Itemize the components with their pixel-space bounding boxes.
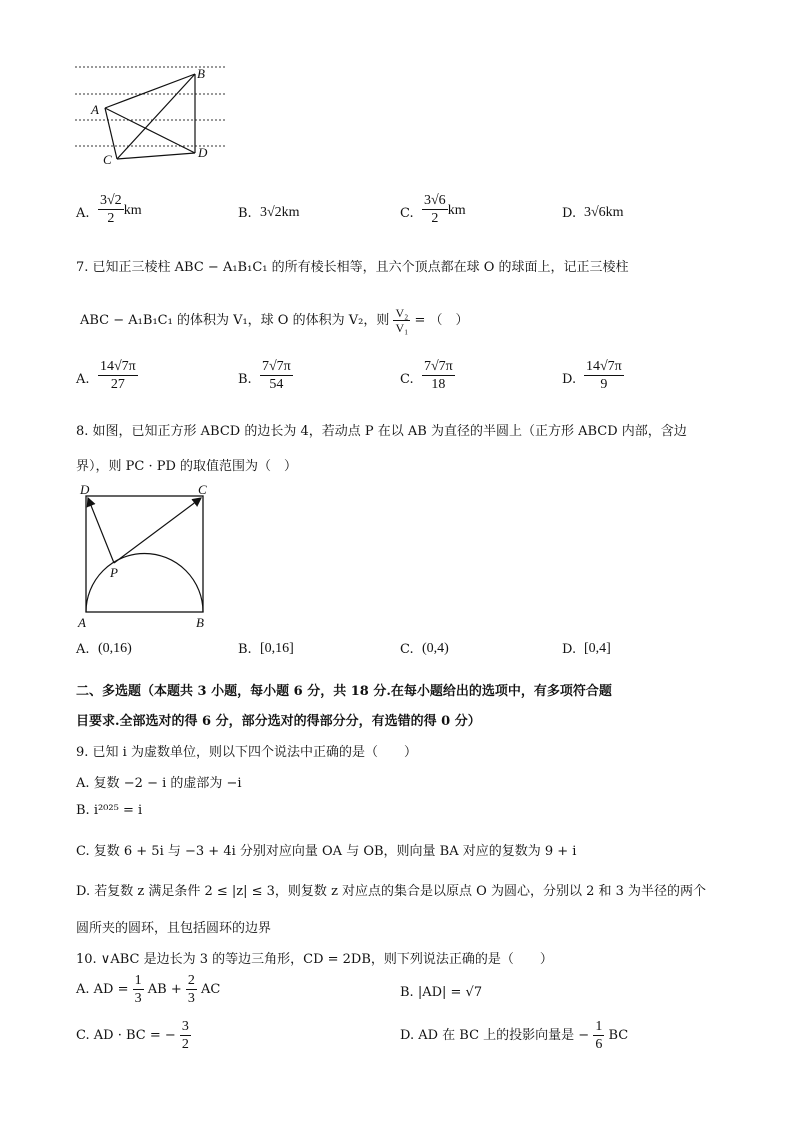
q10-c-den: 2 <box>181 1037 189 1052</box>
q6-option-b: 3√2km <box>260 205 300 220</box>
q8-option-b: [0,16] <box>260 641 294 656</box>
fig6-label-C: C <box>103 152 112 167</box>
q6-c-num: 3√6 <box>424 193 446 208</box>
q10-a-f1-den: 3 <box>134 991 142 1006</box>
q10-option-a <box>76 972 220 1007</box>
q7-b-den: 54 <box>269 377 284 392</box>
q9-stem: 9. 已知 i 为虚数单位，则以下四个说法中正确的是（ ） <box>76 745 417 760</box>
q10-c-num: 3 <box>181 1019 189 1034</box>
q7-c-num: 7√7π <box>424 359 453 374</box>
q7-d-den: 9 <box>600 377 608 392</box>
q10-a-pre: A. AD = <box>76 982 129 997</box>
q7-d-num: 14√7π <box>586 359 622 374</box>
q9-option-c: C. 复数 6 + 5i 与 −3 + 4i 分别对应向量 OA 与 OB，则向量 BA 对应的复数为 9 + i <box>76 844 577 859</box>
q6-a-unit: km <box>123 203 142 218</box>
q7-stem-line2-pre: ABC − A₁B₁C₁ 的体积为 V₁，球 O 的体积为 V₂，则 <box>80 313 390 328</box>
fig6-label-D: D <box>198 145 208 160</box>
q10-d-pre: D. AD 在 BC 上的投影向量是 − <box>400 1028 590 1043</box>
q6-option-d: 3√6km <box>584 205 624 220</box>
q7-a-num: 14√7π <box>100 359 136 374</box>
q6-c-unit: km <box>447 203 466 218</box>
q7-option-b-letter: B. <box>238 372 252 387</box>
q8-option-a: (0,16) <box>98 641 132 656</box>
section2-heading-line2: 目要求.全部选对的得 6 分，部分选对的得部分分，有选错的得 0 分） <box>76 714 481 729</box>
q9-option-a: A. 复数 −2 − i 的虚部为 −i <box>76 776 242 791</box>
q6-option-a <box>98 192 142 227</box>
q10-a-f2-num: 2 <box>187 973 195 988</box>
q7-option-c-letter: C. <box>400 372 414 387</box>
q7-b-num: 7√7π <box>262 359 291 374</box>
fig8-label-D: D <box>80 482 90 497</box>
q6-option-c <box>422 192 466 227</box>
q7-option-d <box>584 358 624 393</box>
q10-a-post: AC <box>201 982 221 997</box>
q7-option-c <box>422 358 455 393</box>
q7-option-d-letter: D. <box>562 372 577 387</box>
q6-option-d-letter: D. <box>562 206 577 221</box>
q8-option-c: (0,4) <box>422 641 449 656</box>
q10-a-f2-den: 3 <box>187 991 195 1006</box>
q10-d-num: 1 <box>595 1019 603 1034</box>
q9-option-d-line2: 圆所夹的圆环，且包括圆环的边界 <box>76 921 272 936</box>
q7-option-b <box>260 358 293 393</box>
q6-option-b-letter: B. <box>238 206 252 221</box>
q7-frac-den: V₁ <box>395 321 409 335</box>
q6-option-c-letter: C. <box>400 206 414 221</box>
q8-option-b-letter: B. <box>238 642 252 657</box>
q6-figure <box>75 58 235 170</box>
q8-option-d-letter: D. <box>562 642 577 657</box>
q8-option-d: [0,4] <box>584 641 611 656</box>
q8-stem-line1: 8. 如图，已知正方形 ABCD 的边长为 4，若动点 P 在以 AB 为直径的半圆上（正方形 ABCD 内部，含边 <box>76 424 687 439</box>
q10-a-f1-num: 1 <box>134 973 142 988</box>
q7-option-a-letter: A. <box>76 372 90 387</box>
q6-a-den: 2 <box>107 211 115 226</box>
section2-heading-line1: 二、多选题（本题共 3 小题，每小题 6 分，共 18 分.在每小题给出的选项中，有多项符合题 <box>76 684 612 699</box>
q8-stem-line2: 界），则 PC · PD 的取值范围为（ ） <box>76 459 298 474</box>
fig6-label-B: B <box>197 66 205 81</box>
q8-figure <box>74 480 224 630</box>
q10-d-den: 6 <box>595 1037 603 1052</box>
q7-stem-line2 <box>80 306 469 335</box>
q7-stem-line2-post: = （ ） <box>414 313 469 328</box>
q6-c-den: 2 <box>431 211 439 226</box>
fig8-label-B: B <box>196 615 204 630</box>
q6-a-num: 3√2 <box>100 193 122 208</box>
q7-c-den: 18 <box>431 377 446 392</box>
q10-option-b: B. |AD| = √7 <box>400 985 483 1000</box>
q10-d-post: BC <box>608 1028 629 1043</box>
fig8-label-A: A <box>78 615 86 630</box>
fig8-label-C: C <box>198 482 207 497</box>
q10-a-mid: AB + <box>147 982 182 997</box>
q7-a-den: 27 <box>110 377 125 392</box>
q8-option-a-letter: A. <box>76 642 90 657</box>
q10-option-d <box>400 1018 628 1053</box>
fig8-label-P: P <box>110 565 118 580</box>
q8-option-c-letter: C. <box>400 642 414 657</box>
q10-c-pre: C. AD · BC = − <box>76 1028 176 1043</box>
q7-option-a <box>98 358 138 393</box>
fig6-label-A: A <box>91 102 99 117</box>
q9-option-b: B. i²⁰²⁵ = i <box>76 803 143 818</box>
q10-stem: 10. ∨ABC 是边长为 3 的等边三角形，CD = 2DB，则下列说法正确的是（ ） <box>76 952 553 967</box>
q9-option-d-line1: D. 若复数 z 满足条件 2 ≤ |z| ≤ 3，则复数 z 对应点的集合是以原点 O 为圆心，分别以 2 和 3 为半径的两个 <box>76 884 707 899</box>
q6-option-a-letter: A. <box>76 206 90 221</box>
q7-stem-line1: 7. 已知正三棱柱 ABC − A₁B₁C₁ 的所有棱长相等，且六个顶点都在球 O 的球面上，记正三棱柱 <box>76 260 629 275</box>
q7-frac-num: V₂ <box>395 306 409 320</box>
q10-option-c <box>76 1018 191 1053</box>
